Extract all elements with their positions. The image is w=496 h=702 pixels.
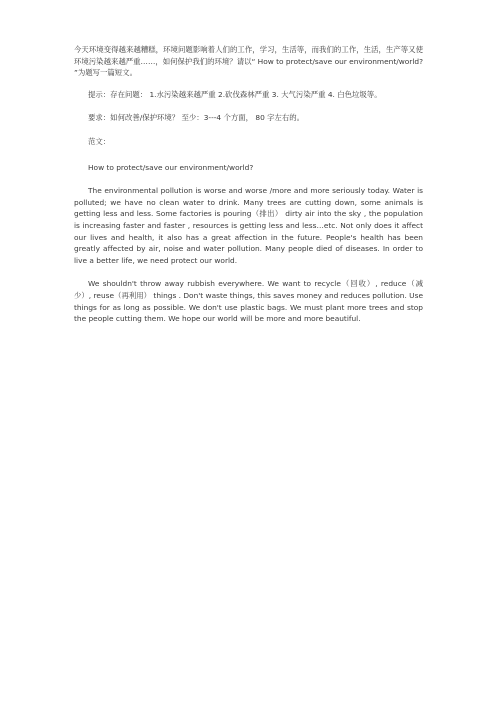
intro-paragraph: 今天环境变得越来越糟糕，环境问题影响着人们的工作，学习，生活等，而我们的工作，生活，生产等又使环境污染越来越严重……，如何保护我们的环境？请以“ How to protect/save our environment/world? ”为题写一篇短文。 [74, 45, 423, 78]
essay-paragraph-1: The environmental pollution is worse and worse /more and more seriously today. Water is polluted; we have no clean water to drink. Many trees are cutting down, some animals is getting less and less. Some factories is pouring（排出） dirty air into the sky , the population is increasing faster and faster , resources is getting less and less…etc. Not only does it affect our lives and health, it also has a great affection in the future. People's health has been greatly affected by air, noise and water pollution. Many people died of diseases. In order to live a better life, we need protect our world. [74, 186, 423, 265]
essay-paragraph-2: We shouldn't throw away rubbish everywhere. We want to recycle（回收）, reduce（减少）, reuse（再利用） things . Don't waste things, this saves money and reduces pollution. Use things for as long as possible. We don't use plastic bags. We must plant more trees and stop the people cutting them. We hope our world will be more and more beautiful. [74, 279, 423, 324]
sample-label: 范文： [88, 136, 111, 146]
document-page [74, 44, 423, 325]
essay-title: How to protect/save our environment/world? [88, 162, 254, 172]
requirement-paragraph: 要求：如何改善/保护环境？ 至少：3---4 个方面， 80 字左右的。 [88, 113, 305, 123]
hint-paragraph: 提示：存在问题： 1.水污染越来越严重 2.砍伐森林严重 3. 大气污染严重 4. 白色垃圾等。 [88, 89, 382, 99]
